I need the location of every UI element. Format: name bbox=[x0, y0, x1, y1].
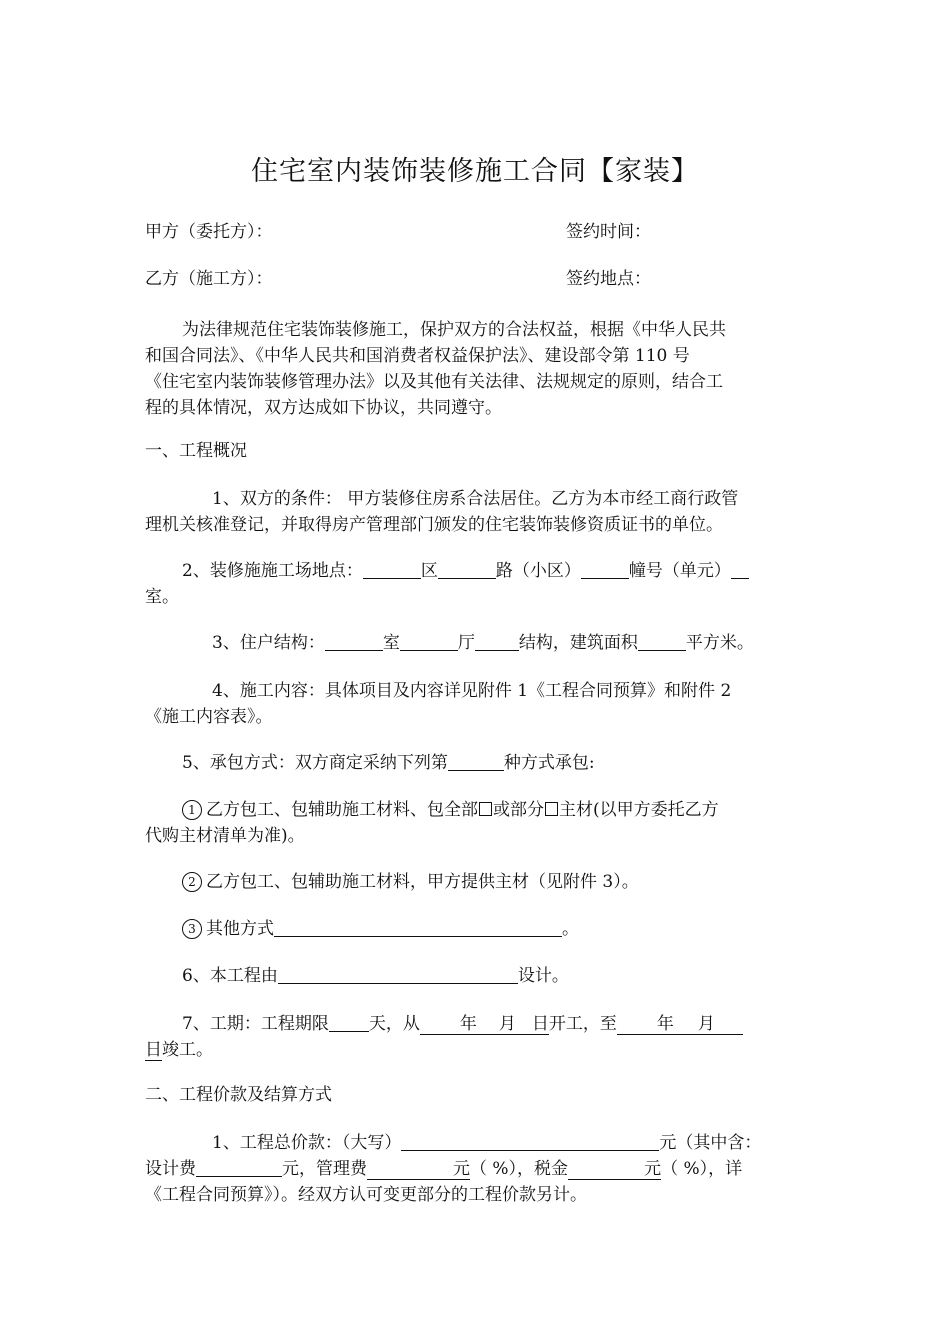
item-2-line-2: 室。 bbox=[145, 587, 179, 607]
tax-field[interactable]: 元 bbox=[568, 1159, 661, 1180]
item-7-label: 7、工期：工程期限 bbox=[182, 1014, 329, 1034]
party-a-label: 甲方（委托方）： bbox=[145, 222, 273, 242]
item-2-building: 幢号（单元） bbox=[628, 561, 731, 581]
item-2-line-1 bbox=[182, 558, 749, 584]
road-blank[interactable] bbox=[438, 560, 496, 579]
tax-percent: （ %），详 bbox=[661, 1159, 743, 1179]
option-1-text-a: 乙方包工、包辅助施工材料、包全部 bbox=[206, 800, 478, 820]
item-1-line-2: 理机关核准登记，并取得房产管理部门颁发的住宅装饰装修资质证书的单位。 bbox=[145, 515, 723, 535]
rooms-blank[interactable] bbox=[325, 632, 383, 651]
price-line-2 bbox=[145, 1156, 742, 1182]
item-3-unit: 平方米。 bbox=[685, 633, 754, 653]
item-5-label: 5、承包方式：双方商定采纳下列第 bbox=[182, 753, 448, 773]
section-1-heading: 一、工程概况 bbox=[145, 441, 247, 461]
item-7-line-1 bbox=[182, 1011, 743, 1037]
item-3-area: 结构，建筑面积 bbox=[518, 633, 638, 653]
district-blank[interactable] bbox=[363, 560, 421, 579]
all-materials-checkbox[interactable] bbox=[479, 802, 492, 816]
item-7-start: 开工，至 bbox=[548, 1014, 617, 1034]
option-3-text: 其他方式 bbox=[206, 919, 274, 939]
option-2-number: 2 bbox=[182, 872, 202, 892]
option-3-suffix: 。 bbox=[562, 919, 579, 939]
preamble-line-4: 程的具体情况，双方达成如下协议，共同遵守。 bbox=[145, 398, 502, 418]
end-date-field[interactable]: 年 月 bbox=[617, 1014, 743, 1035]
sign-place-label: 签约地点： bbox=[566, 269, 651, 289]
item-4-line-2: 《施工内容表》。 bbox=[145, 707, 273, 727]
item-7-line-2 bbox=[145, 1037, 213, 1063]
area-blank[interactable] bbox=[638, 632, 686, 651]
item-6-suffix: 设计。 bbox=[517, 966, 569, 986]
management-fee-label: 元，管理费 bbox=[282, 1159, 367, 1179]
option-1-text-b: 或部分 bbox=[493, 800, 544, 820]
option-3-line bbox=[182, 916, 579, 942]
room-blank[interactable] bbox=[731, 560, 749, 579]
option-2-line bbox=[182, 869, 639, 895]
start-date-field[interactable]: 年 月 日 bbox=[420, 1014, 549, 1035]
item-7-end: 竣工。 bbox=[162, 1040, 213, 1060]
price-line-1 bbox=[212, 1130, 761, 1156]
designer-blank[interactable] bbox=[278, 965, 518, 984]
option-1-line-2: 代购主材清单为准)。 bbox=[145, 826, 305, 846]
preamble-line-1: 为法律规范住宅装饰装修施工，保护双方的合法权益，根据《中华人民共 bbox=[182, 320, 726, 340]
option-2-text: 乙方包工、包辅助施工材料，甲方提供主材（见附件 3）。 bbox=[206, 872, 639, 892]
management-percent: （ %），税金 bbox=[470, 1159, 569, 1179]
item-7-from: 天，从 bbox=[368, 1014, 420, 1034]
item-2-road: 路（小区） bbox=[495, 561, 581, 581]
document-title: 住宅室内装饰装修施工合同【家装】 bbox=[251, 156, 699, 187]
end-day-label: 日 bbox=[145, 1040, 162, 1060]
design-fee-blank[interactable] bbox=[196, 1158, 282, 1177]
option-1-number: 1 bbox=[182, 800, 202, 820]
item-3-line bbox=[212, 630, 754, 656]
option-3-number: 3 bbox=[182, 919, 202, 939]
structure-blank[interactable] bbox=[475, 632, 519, 651]
partial-materials-checkbox[interactable] bbox=[545, 802, 558, 816]
price-unit: 元（其中含： bbox=[659, 1133, 762, 1153]
option-1-text-c: 主材(以甲方委托乙方 bbox=[559, 800, 719, 820]
option-1-line-1 bbox=[182, 797, 719, 823]
price-line-3: 《工程合同预算》）。经双方认可变更部分的工程价款另计。 bbox=[145, 1185, 587, 1205]
item-3-label: 3、住户结构： bbox=[212, 633, 325, 653]
section-2-heading: 二、工程价款及结算方式 bbox=[145, 1085, 332, 1105]
design-fee-label: 设计费 bbox=[145, 1159, 196, 1179]
item-2-label: 2、装修施施工场地点： bbox=[182, 561, 363, 581]
management-fee-field[interactable]: 元 bbox=[367, 1159, 470, 1180]
price-label: 1、工程总价款：（大写） bbox=[212, 1133, 402, 1153]
item-3-halls: 厅 bbox=[457, 633, 475, 653]
duration-blank[interactable] bbox=[329, 1013, 369, 1032]
item-6-line bbox=[182, 963, 569, 989]
contract-method-blank[interactable] bbox=[448, 752, 504, 771]
total-price-blank[interactable] bbox=[401, 1132, 659, 1151]
preamble-line-2: 和国合同法》、《中华人民共和国消费者权益保护法》、建设部令第 110 号 bbox=[145, 346, 690, 366]
party-b-label: 乙方（施工方）： bbox=[145, 269, 273, 289]
item-5-suffix: 种方式承包: bbox=[503, 753, 595, 773]
item-5-line bbox=[182, 750, 595, 776]
sign-time-label: 签约时间： bbox=[566, 222, 651, 242]
item-6-label: 6、本工程由 bbox=[182, 966, 278, 986]
halls-blank[interactable] bbox=[400, 632, 458, 651]
item-1-line-1: 1、双方的条件： 甲方装修住房系合法居住。乙方为本市经工商行政管 bbox=[212, 489, 739, 509]
item-4-line-1: 4、施工内容：具体项目及内容详见附件 1《工程合同预算》和附件 2 bbox=[212, 681, 732, 701]
building-blank[interactable] bbox=[581, 560, 629, 579]
item-2-district: 区 bbox=[420, 561, 438, 581]
preamble-line-3: 《住宅室内装饰装修管理办法》以及其他有关法律、法规规定的原则，结合工 bbox=[145, 372, 723, 392]
item-3-rooms: 室 bbox=[382, 633, 400, 653]
other-method-blank[interactable] bbox=[274, 918, 562, 937]
